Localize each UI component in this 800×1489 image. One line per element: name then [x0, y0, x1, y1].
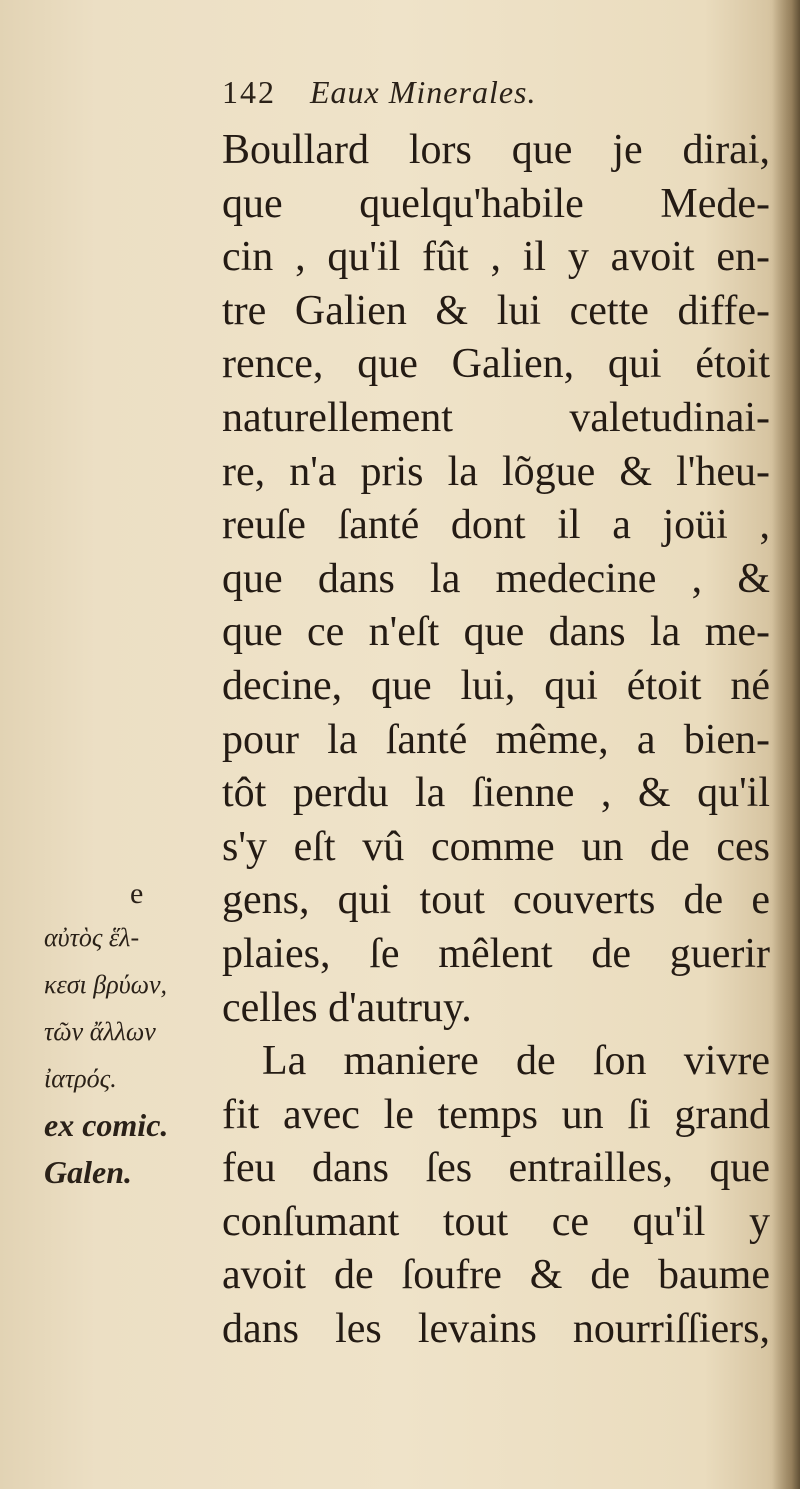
text-line: decine, que lui, qui étoit né — [222, 662, 770, 709]
text-line: avoit de ſoufre & de baume — [222, 1252, 770, 1299]
text-line: fit avec le temps un ſi grand — [222, 1091, 770, 1138]
text-line: tôt perdu la ſienne , & qu'il — [222, 770, 770, 817]
text-line: que dans la medecine , & — [222, 555, 770, 602]
text-line: feu dans ſes entrailles, que — [222, 1145, 770, 1192]
text-line: celles d'autruy. — [222, 984, 472, 1031]
greek-quote-line: κεσι βρύων, — [44, 970, 168, 999]
source-line: ex comic. — [44, 1107, 169, 1143]
text-line: rence, que Galien, qui étoit — [222, 341, 770, 388]
text-line: tre Galien & lui cette diffe- — [222, 287, 770, 334]
page-number: 142 — [222, 74, 276, 110]
text-line: reuſe ſanté dont il a joüi , — [222, 502, 770, 549]
greek-quote-line: αὐτὸς ἕλ- — [44, 923, 140, 952]
greek-quote-line: ἰατρός. — [44, 1064, 117, 1093]
text-line: naturellement valetudinai- — [222, 394, 770, 441]
greek-quote-line: τῶν ἄλλων — [44, 1017, 156, 1046]
body-text — [222, 124, 770, 1357]
text-line: plaies, ſe mêlent de guerir — [222, 930, 770, 977]
text-line: que quelqu'habile Mede- — [222, 180, 770, 227]
text-line: pour la ſanté même, a bien- — [222, 716, 770, 763]
text-line: que ce n'eſt que dans la me- — [222, 609, 770, 656]
text-line: re, n'a pris la lõgue & l'heu- — [222, 448, 770, 495]
text-line: cin , qu'il fût , il y avoit en- — [222, 234, 770, 281]
text-line: dans les levains nourriſſiers, — [222, 1306, 770, 1353]
text-line: La maniere de ſon vivre — [262, 1038, 770, 1085]
text-line: conſumant tout ce qu'il y — [222, 1198, 770, 1245]
running-head — [222, 74, 762, 120]
margin-note — [44, 874, 219, 1196]
text-line: gens, qui tout couverts de e — [222, 877, 770, 924]
source-line: Galen. — [44, 1154, 132, 1190]
text-line: Boullard lors que je dirai, — [222, 127, 770, 173]
note-marker: e — [130, 877, 144, 910]
text-line: s'y eſt vû comme un de ces — [222, 823, 770, 870]
gutter-shadow — [772, 0, 800, 1489]
running-title: Eaux Minerales. — [310, 74, 537, 110]
